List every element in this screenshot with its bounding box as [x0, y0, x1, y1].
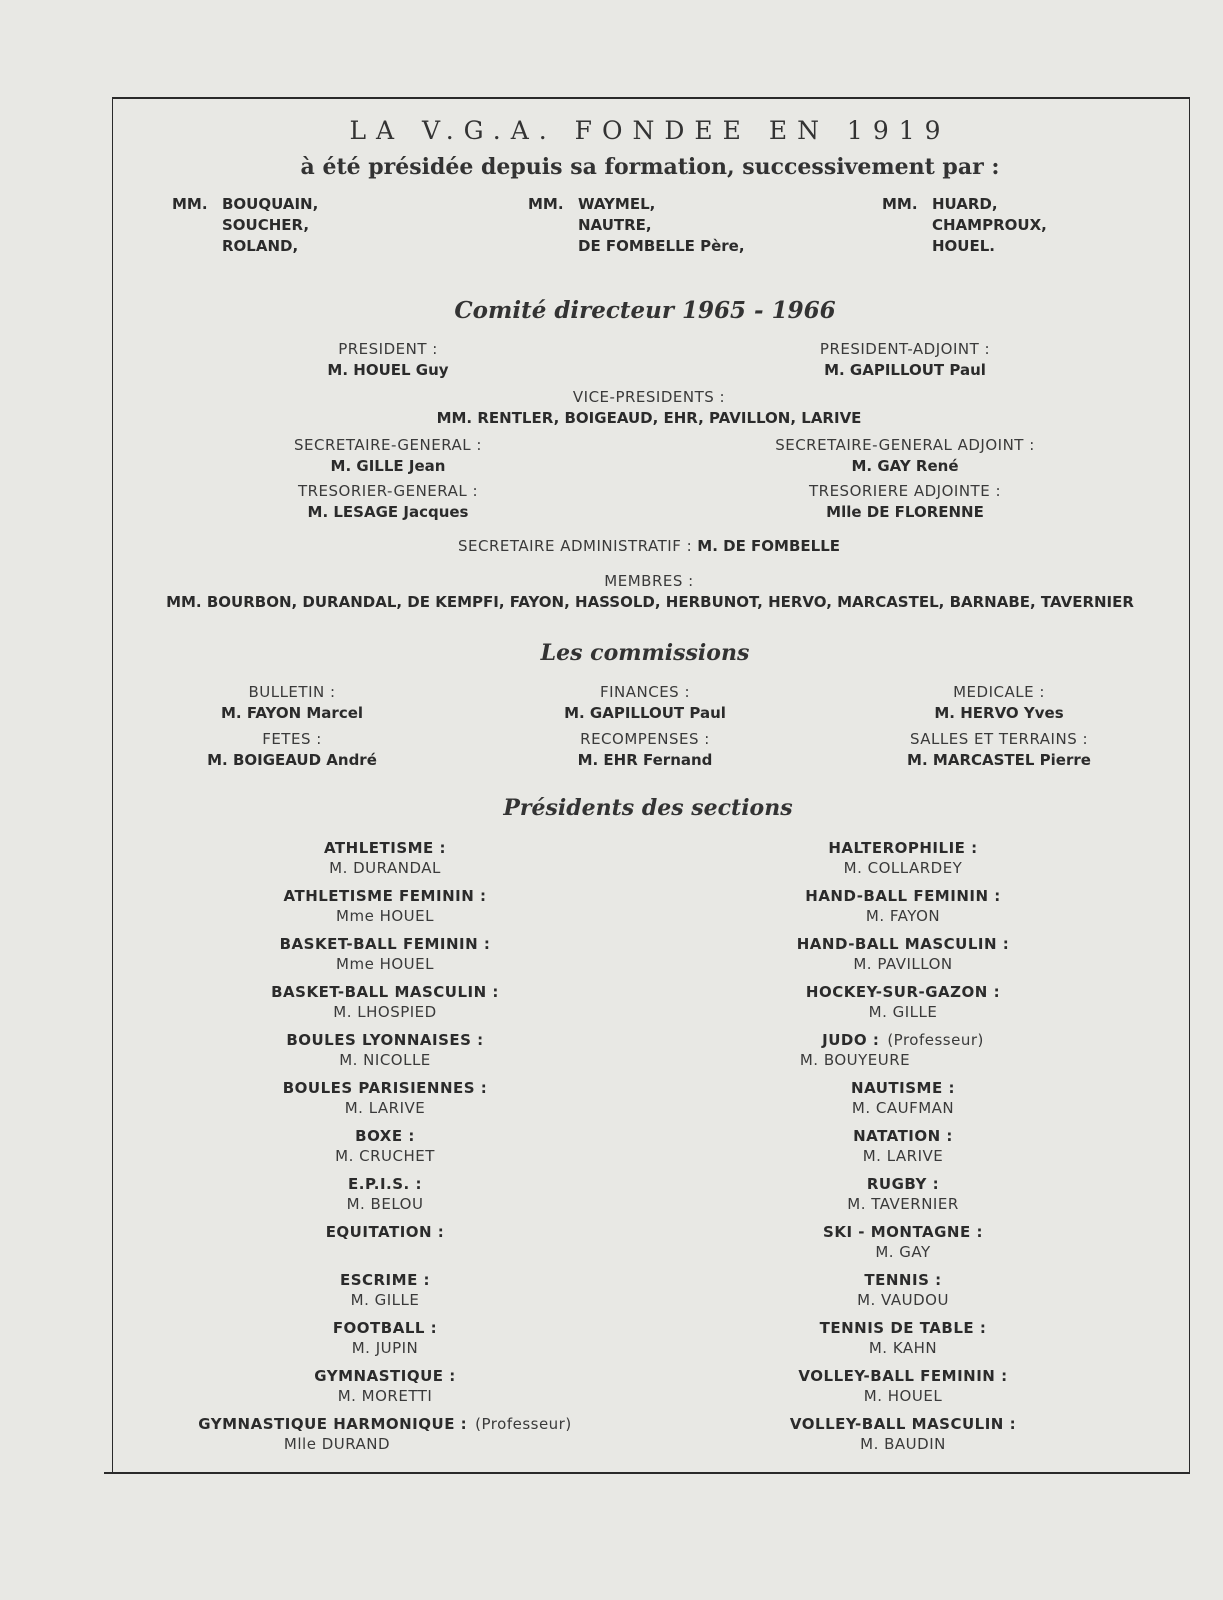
section-label: HOCKEY-SUR-GAZON :	[805, 983, 1001, 1001]
section-label: ESCRIME :	[339, 1271, 431, 1289]
president-adjoint-name: M. GAPILLOUT Paul	[824, 361, 986, 379]
section-label-row	[271, 982, 499, 1001]
sections-title: Présidents des sections	[503, 795, 793, 821]
section-label: TENNIS DE TABLE :	[819, 1319, 987, 1337]
section-label: EQUITATION :	[325, 1223, 445, 1241]
commission-label: RECOMPENSES :	[580, 730, 710, 748]
prefix: MM.	[528, 195, 564, 213]
section-president: M. GILLE	[350, 1291, 420, 1309]
commission-name: M. MARCASTEL Pierre	[907, 751, 1091, 769]
tresorier-general-label: TRESORIER-GENERAL :	[297, 482, 479, 500]
secretaire-admin-label: SECRETAIRE ADMINISTRATIF :	[457, 537, 693, 555]
section-label: RUGBY :	[866, 1175, 940, 1193]
name: CHAMPROUX,	[932, 216, 1047, 234]
section-label-row	[867, 1174, 939, 1193]
bottom-rule	[104, 1472, 1190, 1474]
section-president: M. LARIVE	[344, 1099, 426, 1117]
section-label-row	[326, 1222, 445, 1241]
section-label: GYMNASTIQUE HARMONIQUE :	[198, 1415, 468, 1433]
section-president: M. GAY	[875, 1243, 931, 1261]
secretaire-general-adjoint-name: M. GAY René	[851, 457, 959, 475]
section-label-row	[333, 1318, 437, 1337]
section-president: M. MORETTI	[337, 1387, 433, 1405]
section-label-row	[283, 1078, 488, 1097]
section-label: E.P.I.S. :	[348, 1175, 422, 1193]
section-label-row	[355, 1126, 415, 1145]
name: BOUQUAIN,	[222, 195, 319, 213]
section-label-row	[822, 1030, 984, 1049]
section-president: M. TAVERNIER	[847, 1195, 959, 1213]
commission-label: MEDICALE :	[953, 683, 1045, 701]
section-label: GYMNASTIQUE :	[314, 1367, 456, 1385]
section-president: M. BAUDIN	[860, 1435, 946, 1453]
section-president: M. HOUEL	[863, 1387, 943, 1405]
name: ROLAND,	[222, 237, 299, 255]
secretaire-admin-name: M. DE FOMBELLE	[697, 537, 841, 555]
section-label: HAND-BALL MASCULIN :	[796, 935, 1010, 953]
section-label: NAUTISME :	[851, 1079, 955, 1097]
membres-names: MM. BOURBON, DURANDAL, DE KEMPFI, FAYON, HASSOLD, HERBUNOT, HERVO, MARCASTEL, BARNABE, TAVERNIER	[166, 593, 1134, 611]
section-label: HALTEROPHILIE :	[828, 839, 978, 857]
page-subtitle: à été présidée depuis sa formation, successivement par :	[300, 154, 1000, 180]
page-title: LA V.G.A. FONDEE EN 1919	[349, 116, 951, 145]
section-president: M. LHOSPIED	[333, 1003, 437, 1021]
section-label: BOXE :	[355, 1127, 415, 1145]
section-president: M. LARIVE	[862, 1147, 944, 1165]
section-label: BOULES LYONNAISES :	[286, 1031, 484, 1049]
name: HUARD,	[932, 195, 998, 213]
section-label: ATHLETISME FEMININ :	[283, 887, 487, 905]
secretaire-general-label: SECRETAIRE-GENERAL :	[294, 436, 482, 454]
section-president: Mme HOUEL	[336, 955, 434, 973]
prefix: MM.	[882, 195, 918, 213]
section-label-row	[284, 886, 487, 905]
section-president: M. KAHN	[868, 1339, 938, 1357]
commission-label: FINANCES :	[599, 683, 691, 701]
section-label-row	[828, 838, 977, 857]
section-president: Mme HOUEL	[336, 907, 434, 925]
commission-name: M. EHR Fernand	[577, 751, 713, 769]
tresoriere-adjointe-name: Mlle DE FLORENNE	[826, 503, 984, 521]
commission-label: FETES :	[262, 730, 322, 748]
section-label: BASKET-BALL MASCULIN :	[271, 983, 499, 1001]
section-president: M. PAVILLON	[853, 955, 953, 973]
vice-presidents-label: VICE-PRESIDENTS :	[572, 388, 726, 406]
section-label: VOLLEY-BALL FEMININ :	[798, 1367, 1008, 1385]
section-label-row	[286, 1030, 483, 1049]
section-note: (Professeur)	[475, 1415, 572, 1433]
section-label-row	[198, 1414, 571, 1433]
president-label: PRESIDENT :	[338, 340, 438, 358]
tresoriere-adjointe-label: TRESORIERE ADJOINTE :	[808, 482, 1002, 500]
section-label: ATHLETISME :	[323, 839, 447, 857]
tresorier-general-name: M. LESAGE Jacques	[307, 503, 469, 521]
section-label-row	[280, 934, 491, 953]
section-president: M. VAUDOU	[857, 1291, 949, 1309]
commission-name: M. HERVO Yves	[934, 704, 1064, 722]
section-note: (Professeur)	[887, 1031, 984, 1049]
section-president: Mlle DURAND	[283, 1435, 391, 1453]
section-president: M. COLLARDEY	[843, 859, 963, 877]
section-president: M. NICOLLE	[339, 1051, 431, 1069]
section-label-row	[314, 1366, 455, 1385]
section-president: M. FAYON	[865, 907, 941, 925]
section-label-row	[864, 1270, 941, 1289]
section-label: HAND-BALL FEMININ :	[805, 887, 1001, 905]
commission-name: M. GAPILLOUT Paul	[564, 704, 726, 722]
section-label-row	[851, 1078, 955, 1097]
section-label: BOULES PARISIENNES :	[282, 1079, 488, 1097]
section-label-row	[797, 934, 1010, 953]
section-label: JUDO :	[822, 1031, 880, 1049]
past-presidents-col-2	[528, 194, 745, 257]
section-label-row	[324, 838, 446, 857]
name: SOUCHER,	[222, 216, 310, 234]
section-label: TENNIS :	[864, 1271, 942, 1289]
section-president: M. CAUFMAN	[851, 1099, 955, 1117]
vice-presidents-names: MM. RENTLER, BOIGEAUD, EHR, PAVILLON, LARIVE	[436, 409, 862, 427]
section-label: FOOTBALL :	[332, 1319, 438, 1337]
section-label: VOLLEY-BALL MASCULIN :	[789, 1415, 1017, 1433]
section-label-row	[820, 1318, 987, 1337]
section-president: M. BELOU	[346, 1195, 424, 1213]
president-adjoint-label: PRESIDENT-ADJOINT :	[819, 340, 991, 358]
section-label-row	[823, 1222, 983, 1241]
section-president: M. GILLE	[868, 1003, 938, 1021]
commission-label: SALLES ET TERRAINS :	[909, 730, 1089, 748]
section-label-row	[790, 1414, 1016, 1433]
section-president: M. BOUYEURE	[799, 1051, 911, 1069]
section-label-row	[806, 982, 1000, 1001]
section-president: M. CRUCHET	[335, 1147, 435, 1165]
section-label: BASKET-BALL FEMININ :	[279, 935, 491, 953]
section-president: M. DURANDAL	[329, 859, 441, 877]
past-presidents-col-1	[172, 194, 318, 257]
commission-label: BULLETIN :	[248, 683, 336, 701]
secretaire-general-adjoint-label: SECRETAIRE-GENERAL ADJOINT :	[775, 436, 1035, 454]
secretaire-general-name: M. GILLE Jean	[330, 457, 446, 475]
comite-title: Comité directeur 1965 - 1966	[454, 297, 836, 324]
section-president: M. JUPIN	[351, 1339, 419, 1357]
name: HOUEL.	[932, 237, 995, 255]
president-name: M. HOUEL Guy	[327, 361, 449, 379]
prefix: MM.	[172, 195, 208, 213]
name: DE FOMBELLE Père,	[578, 237, 745, 255]
name: NAUTRE,	[578, 216, 652, 234]
past-presidents-col-3	[882, 194, 1047, 257]
section-label-row	[340, 1270, 430, 1289]
section-label-row	[798, 1366, 1007, 1385]
secretaire-admin-line	[458, 536, 840, 555]
commission-name: M. BOIGEAUD André	[207, 751, 377, 769]
commission-name: M. FAYON Marcel	[220, 704, 364, 722]
section-label: SKI - MONTAGNE :	[823, 1223, 983, 1241]
section-label-row	[348, 1174, 422, 1193]
membres-label: MEMBRES :	[604, 572, 694, 590]
section-label: NATATION :	[853, 1127, 953, 1145]
section-label-row	[805, 886, 1000, 905]
commissions-title: Les commissions	[540, 640, 750, 666]
name: WAYMEL,	[578, 195, 656, 213]
section-label-row	[853, 1126, 953, 1145]
